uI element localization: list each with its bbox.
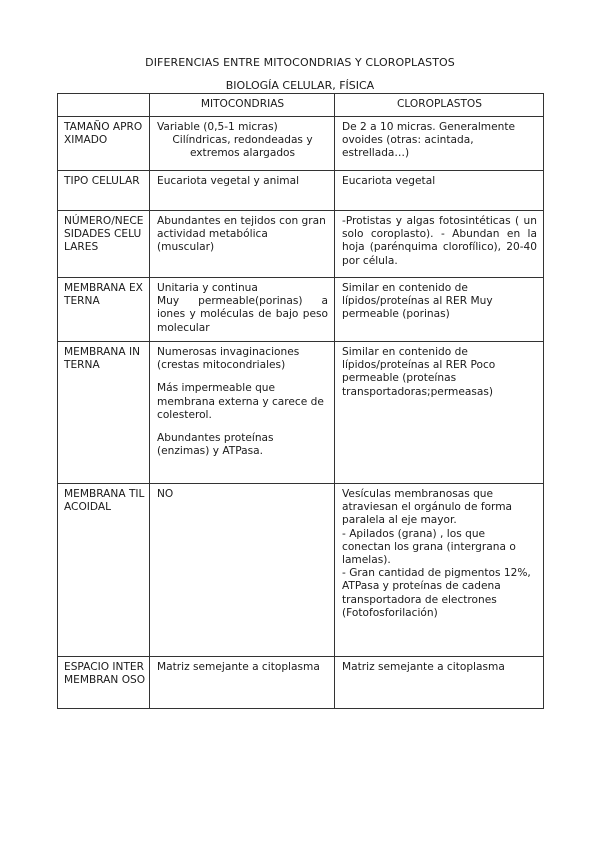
table-row-type bbox=[58, 171, 544, 211]
row-label-outer: MEMBRANA EXTERNA bbox=[58, 278, 150, 342]
cloro-thylakoid-line3: - Gran cantidad de pigmentos 12%, ATPasa y proteínas de cadena transportadora de electrones (Fotofosforilación) bbox=[342, 567, 531, 619]
table-row-space bbox=[58, 657, 544, 709]
table-row-inner-membrane bbox=[58, 342, 544, 484]
cell-cloro-inner: Similar en contenido de lípidos/proteínas al RER Poco permeable (proteínas transportadoras;permeasas) bbox=[335, 342, 544, 484]
cell-cloro-space: Matriz semejante a citoplasma bbox=[335, 657, 544, 709]
mito-outer-line2: Muy permeable(porinas) a iones y moléculas de bajo peso molecular bbox=[157, 295, 328, 334]
cell-mito-type: Eucariota vegetal y animal bbox=[150, 171, 335, 211]
cell-mito-size bbox=[150, 117, 335, 171]
header-cloroplastos: CLOROPLASTOS bbox=[335, 94, 544, 117]
row-label-thylakoid: MEMBRANA TILACOIDAL bbox=[58, 484, 150, 657]
row-label-size: TAMAÑO APROXIMADO bbox=[58, 117, 150, 171]
cell-mito-space: Matriz semejante a citoplasma bbox=[150, 657, 335, 709]
mito-outer-line1: Unitaria y continua bbox=[157, 282, 258, 294]
header-blank bbox=[58, 94, 150, 117]
cell-cloro-thylakoid bbox=[335, 484, 544, 657]
row-label-number: NÚMERO/NECESIDADES CELULARES bbox=[58, 211, 150, 278]
comparison-table bbox=[57, 93, 544, 709]
row-label-inner: MEMBRANA INTERNA bbox=[58, 342, 150, 484]
row-label-space: ESPACIO INTERMEMBRAN OSO bbox=[58, 657, 150, 709]
table-row-outer-membrane bbox=[58, 278, 544, 342]
cell-cloro-number: -Protistas y algas fotosintéticas ( un solo coroplasto). - Abundan en la hoja (parénquima clorofílico), 20-40 por célula. bbox=[335, 211, 544, 278]
mito-inner-par1: Numerosas invaginaciones (crestas mitocondriales) bbox=[157, 346, 300, 372]
document-title: DIFERENCIAS ENTRE MITOCONDRIAS Y CLOROPLASTOS bbox=[145, 56, 455, 69]
table-header-row bbox=[58, 94, 544, 117]
cell-cloro-type: Eucariota vegetal bbox=[335, 171, 544, 211]
cell-cloro-size: De 2 a 10 micras. Generalmente ovoides (otras: acintada, estrellada…) bbox=[335, 117, 544, 171]
table-row-number bbox=[58, 211, 544, 278]
cell-mito-number: Abundantes en tejidos con gran actividad metabólica (muscular) bbox=[150, 211, 335, 278]
cell-mito-inner bbox=[150, 342, 335, 484]
header-mitocondrias: MITOCONDRIAS bbox=[150, 94, 335, 117]
mito-size-line1: Variable (0,5-1 micras) bbox=[157, 121, 278, 133]
table-row-size bbox=[58, 117, 544, 171]
cell-mito-thylakoid: NO bbox=[150, 484, 335, 657]
row-label-type: TIPO CELULAR bbox=[58, 171, 150, 211]
mito-inner-par2: Más impermeable que membrana externa y carece de colesterol. bbox=[157, 382, 324, 421]
document-subtitle: BIOLOGÍA CELULAR, FÍSICA bbox=[225, 79, 375, 92]
mito-inner-par3: Abundantes proteínas (enzimas) y ATPasa. bbox=[157, 432, 274, 458]
cell-mito-outer bbox=[150, 278, 335, 342]
cloro-thylakoid-line2: - Apilados (grana) , los que conectan los grana (intergrana o lamelas). bbox=[342, 527, 516, 567]
cloro-thylakoid-line1: Vesículas membranosas que atraviesan el orgánulo de forma paralela al eje mayor. bbox=[342, 488, 513, 527]
mito-size-line2: Cilíndricas, redondeadas y extremos alargados bbox=[172, 134, 313, 160]
table-row-thylakoid bbox=[58, 484, 544, 657]
cell-cloro-outer: Similar en contenido de lípidos/proteínas al RER Muy permeable (porinas) bbox=[335, 278, 544, 342]
